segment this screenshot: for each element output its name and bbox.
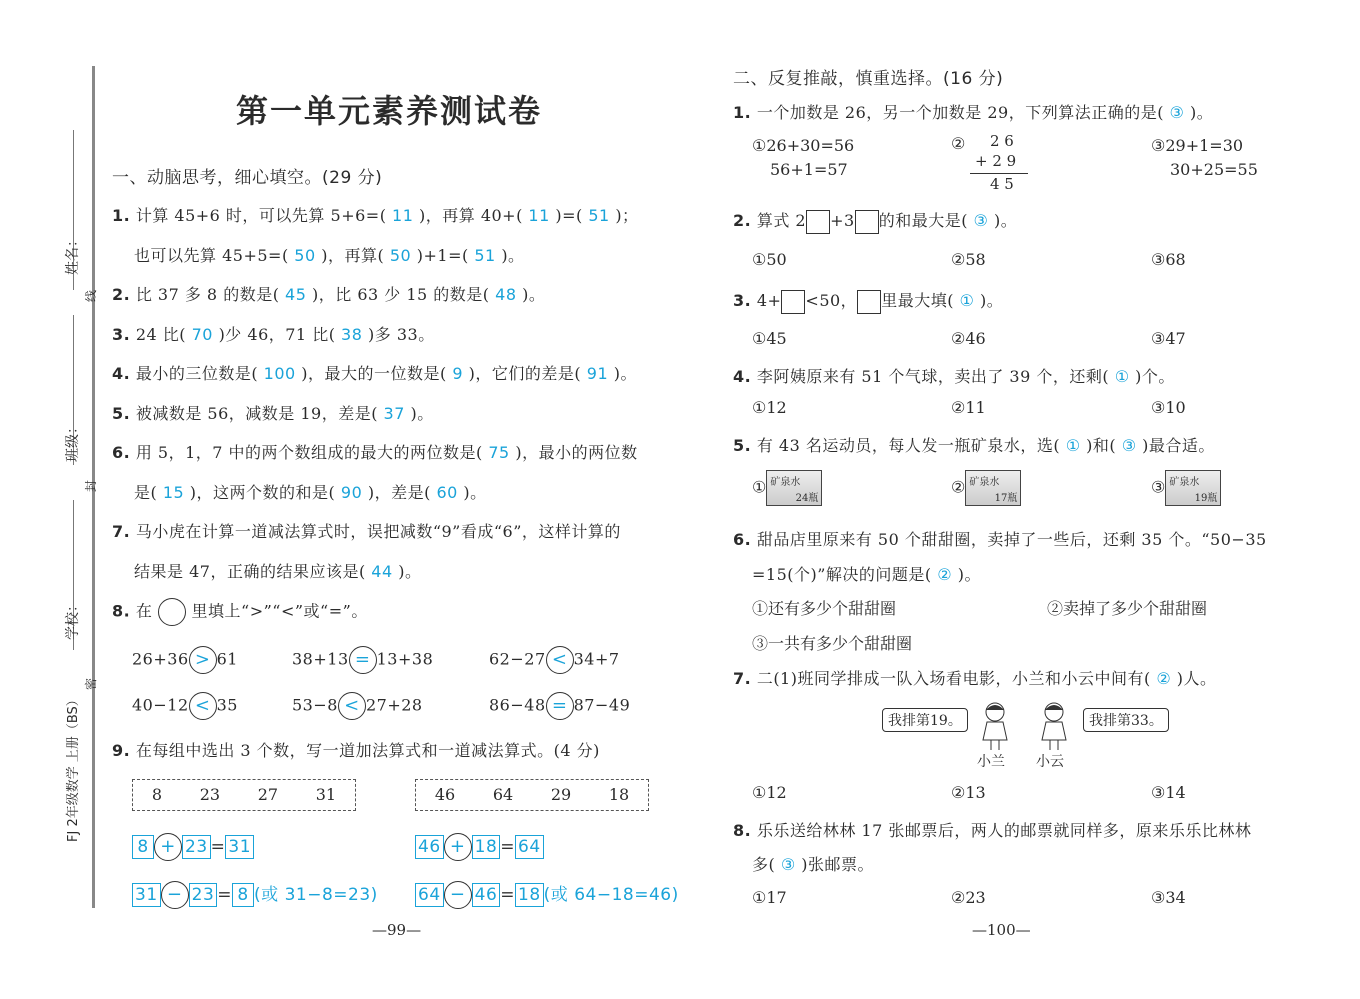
option: ②23 bbox=[951, 888, 986, 907]
option: ①12 bbox=[752, 398, 787, 417]
choice-question-8b: 多( ③ )张邮票。 bbox=[752, 855, 875, 874]
page-number-right: —100— bbox=[972, 921, 1031, 939]
option: ③10 bbox=[1151, 398, 1186, 417]
vertical-calc-row-1: 2 6 bbox=[990, 132, 1014, 150]
subtraction-equation-2: 64 − 46 = 18 (或 64−18=46) bbox=[415, 880, 679, 909]
seal-secret-label: 密 bbox=[84, 677, 98, 690]
compare-item: 38+13 = 13+38 bbox=[292, 646, 433, 674]
question-1b: 也可以先算 45+5=( 50 )，再算( 50 )+1=( 51 )。 bbox=[134, 246, 525, 265]
choice-question-6a: 6. 甜品店里原来有 50 个甜甜圈，卖掉了一些后，还剩 35 个。“50−35 bbox=[733, 530, 1267, 549]
option: ③68 bbox=[1151, 250, 1186, 269]
page-number-left: —99— bbox=[372, 921, 422, 939]
addition-equation-2: 46 + 18 = 64 bbox=[415, 833, 544, 861]
option-3-line-2: 30+25=55 bbox=[1170, 160, 1258, 179]
option: ②13 bbox=[951, 783, 986, 802]
option-1-line-2: 56+1=57 bbox=[770, 160, 848, 179]
option-3-line-1: ③29+1=30 bbox=[1151, 136, 1244, 155]
blank-circle bbox=[158, 598, 186, 626]
speech-bubble-xiaoyun: 我排第33。 bbox=[1083, 708, 1169, 732]
option-2-label: ② bbox=[951, 134, 966, 153]
water-option-2: ② 矿泉水 17瓶 bbox=[951, 470, 1021, 506]
girl-figure-icon bbox=[1034, 700, 1074, 752]
option: ②46 bbox=[951, 329, 986, 348]
choice-question-2: 2. 算式 2 +3 的和最大是( ③ )。 bbox=[733, 208, 1017, 234]
seal-line-label: 线 bbox=[84, 289, 98, 302]
compare-item: 26+36 > 61 bbox=[132, 646, 238, 674]
choice-question-6b: =15(个)”解决的问题是( ② )。 bbox=[752, 565, 981, 584]
option: ③47 bbox=[1151, 329, 1186, 348]
question-9: 9. 在每组中选出 3 个数，写一道加法算式和一道减法算式。(4 分) bbox=[112, 741, 600, 760]
water-box-icon: 矿泉水 17瓶 bbox=[965, 470, 1021, 506]
compare-item: 40−12 < 35 bbox=[132, 692, 238, 720]
option: ①50 bbox=[752, 250, 787, 269]
question-3: 3. 24 比( 70 )少 46，71 比( 38 )多 33。 bbox=[112, 325, 435, 344]
option-1-line-1: ①26+30=56 bbox=[752, 136, 855, 155]
option: ③14 bbox=[1151, 783, 1186, 802]
vertical-calc-line bbox=[970, 173, 1028, 174]
choice-question-1: 1. 一个加数是 26，另一个加数是 29，下列算法正确的是( ③ )。 bbox=[733, 103, 1214, 122]
option: ①12 bbox=[752, 783, 787, 802]
choice-question-4: 4. 李阿姨原来有 51 个气球，卖出了 39 个，还剩( ① )个。 bbox=[733, 367, 1175, 386]
name-xiaolan: 小兰 bbox=[977, 754, 1005, 770]
name-xiaoyun: 小云 bbox=[1036, 754, 1064, 770]
page-title: 第一单元素养测试卷 bbox=[236, 92, 543, 130]
vertical-calc-row-2: + 2 9 bbox=[975, 152, 1017, 170]
class-label: 班级： bbox=[65, 420, 81, 462]
subtraction-equation-1: 31 − 23 = 8 (或 31−8=23) bbox=[132, 880, 378, 909]
section2-heading: 二、反复推敲，慎重选择。(16 分) bbox=[733, 69, 1004, 89]
option: ②58 bbox=[951, 250, 986, 269]
compare-item: 86−48 = 87−49 bbox=[489, 692, 630, 720]
girl-figure-icon bbox=[975, 700, 1015, 752]
water-box-icon: 矿泉水 24瓶 bbox=[766, 470, 822, 506]
option: ③34 bbox=[1151, 888, 1186, 907]
option: ①17 bbox=[752, 888, 787, 907]
question-8: 8. 在 里填上“>”“<”或“=”。 bbox=[112, 598, 368, 626]
choice-question-5: 5. 有 43 名运动员，每人发一瓶矿泉水，选( ① )和( ③ )最合适。 bbox=[733, 436, 1215, 455]
compare-item: 53−8 < 27+28 bbox=[292, 692, 423, 720]
water-option-3: ③ 矿泉水 19瓶 bbox=[1151, 470, 1221, 506]
question-7a: 7. 马小虎在计算一道减法算式时，误把减数“9”看成“6”，这样计算的 bbox=[112, 522, 621, 541]
compare-item: 62−27 < 34+7 bbox=[489, 646, 620, 674]
question-2: 2. 比 37 多 8 的数是( 45 )，比 63 少 15 的数是( 48 )。 bbox=[112, 285, 546, 304]
choice-question-7: 7. 二(1)班同学排成一队入场看电影，小兰和小云中间有( ② )人。 bbox=[733, 669, 1217, 688]
speech-bubble-xiaolan: 我排第19。 bbox=[882, 708, 968, 732]
school-label: 学校： bbox=[65, 598, 81, 640]
option: ②卖掉了多少个甜甜圈 bbox=[1047, 599, 1208, 618]
water-option-1: ① 矿泉水 24瓶 bbox=[752, 470, 822, 506]
question-6a: 6. 用 5，1，7 中的两个数组成的最大的两位数是( 75 )，最小的两位数 bbox=[112, 443, 638, 462]
question-1a: 1. 计算 45+6 时，可以先算 5+6=( 11 )，再算 40+( 11 )=( 51 )； bbox=[112, 206, 639, 225]
water-box-icon: 矿泉水 19瓶 bbox=[1165, 470, 1221, 506]
question-6b: 是( 15 )，这两个数的和是( 90 )，差是( 60 )。 bbox=[134, 483, 487, 502]
addition-equation-1: 8 + 23 = 31 bbox=[132, 833, 254, 861]
option: ①还有多少个甜甜圈 bbox=[752, 599, 897, 618]
number-group-2: 46 64 29 18 bbox=[415, 779, 649, 811]
seal-label: 封 bbox=[84, 479, 98, 492]
option: ③一共有多少个甜甜圈 bbox=[752, 634, 913, 653]
question-4: 4. 最小的三位数是( 100 )，最大的一位数是( 9 )，它们的差是( 91 )。 bbox=[112, 364, 637, 383]
option: ②11 bbox=[951, 398, 986, 417]
question-5: 5. 被减数是 56，减数是 19，差是( 37 )。 bbox=[112, 404, 434, 423]
number-group-1: 8 23 27 31 bbox=[132, 779, 356, 811]
question-7b: 结果是 47，正确的结果应该是( 44 )。 bbox=[134, 562, 422, 581]
choice-question-3: 3. 4+ <50， 里最大填( ① )。 bbox=[733, 288, 1003, 314]
name-label: 姓名： bbox=[65, 233, 81, 275]
vertical-calc-row-3: 4 5 bbox=[990, 175, 1014, 193]
option: ①45 bbox=[752, 329, 787, 348]
section1-heading: 一、动脑思考，细心填空。(29 分) bbox=[112, 168, 383, 188]
book-label: FJ 2年级数学 上册（BS） bbox=[66, 693, 81, 842]
choice-question-8a: 8. 乐乐送给林林 17 张邮票后，两人的邮票就同样多，原来乐乐比林林 bbox=[733, 821, 1252, 840]
